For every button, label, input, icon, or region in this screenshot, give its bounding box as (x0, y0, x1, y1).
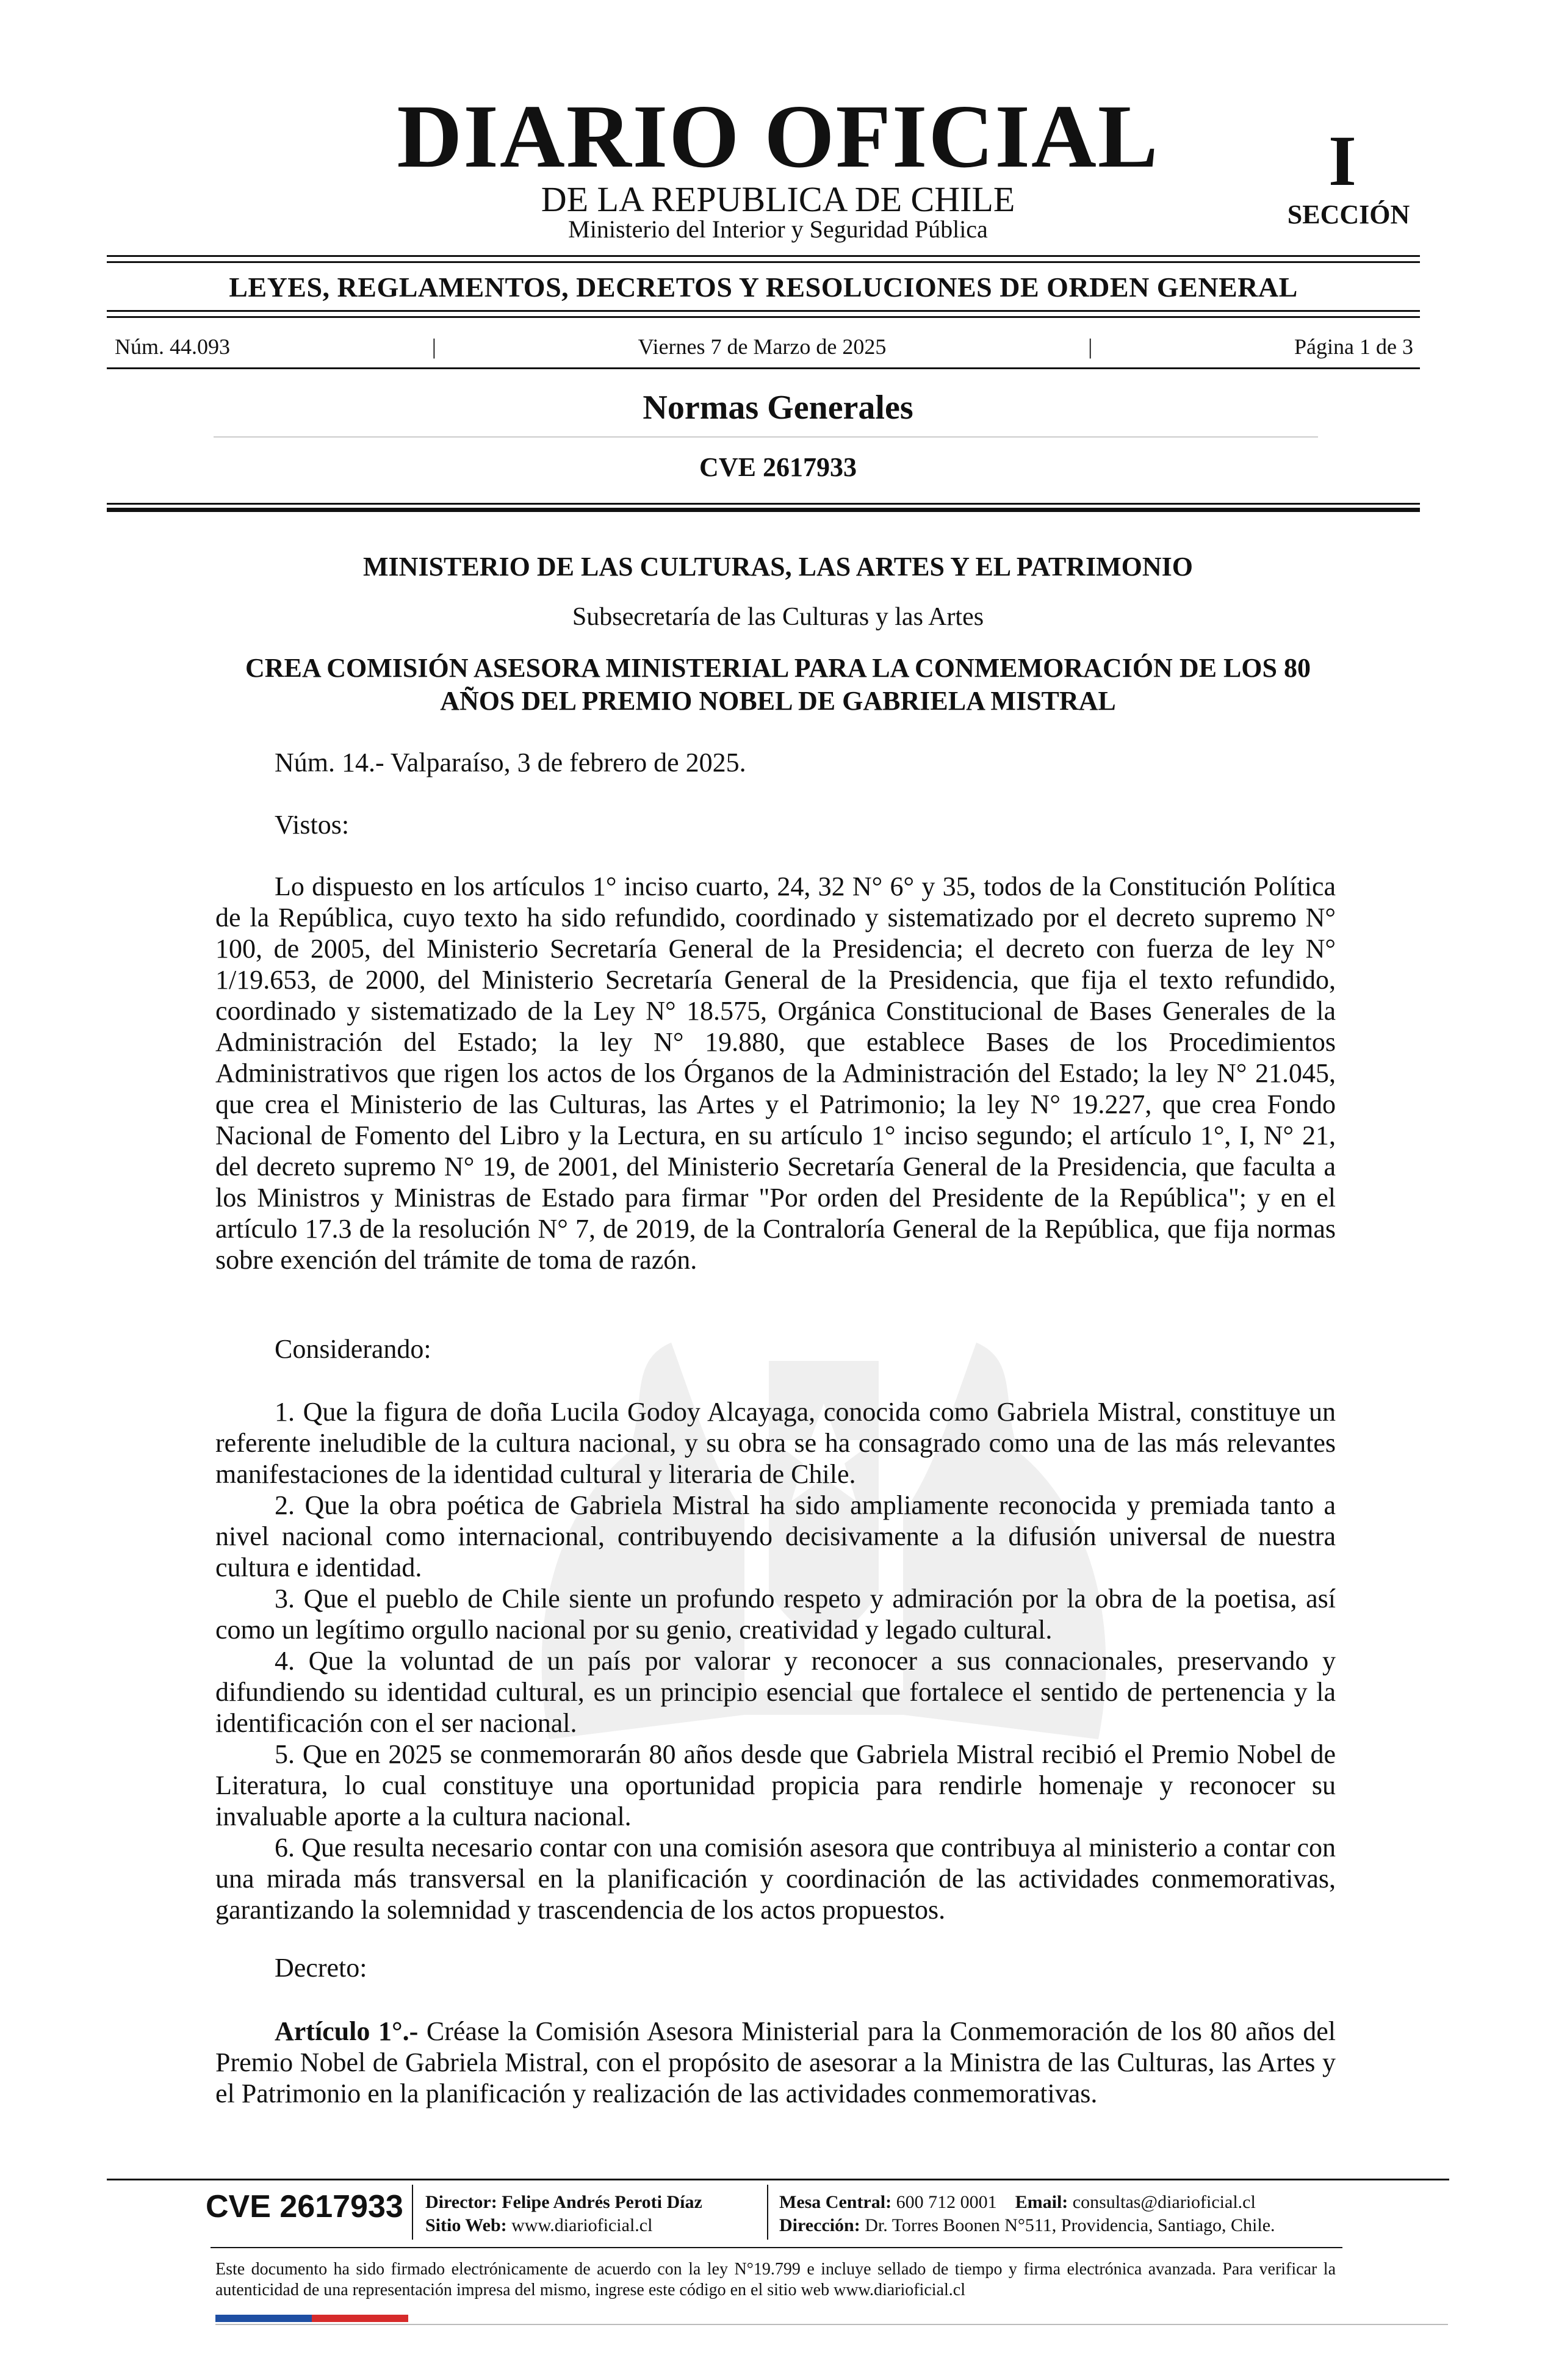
footer-contact-block (779, 2191, 1275, 2237)
masthead-ministry: Ministerio del Interior y Seguridad Pública (568, 215, 988, 243)
vistos-text: Lo dispuesto en los artículos 1° inciso cuarto, 24, 32 N° 6° y 35, todos de la Constitución Política de la República, cuyo texto ha sido refundido, coordinado y sistematizado por el decreto supremo N° 100, de 2005, del Ministerio Secretaría General de la Presidencia; el decreto con fuerza de ley N° 1/19.653, de 2000, del Ministerio Secretaría General de la Presidencia, que fija el texto refundido, coordinado y sistematizado de la Ley N° 18.575, Orgánica Constitucional de Bases Generales de la Administración del Estado; la ley N° 19.880, que establece Bases de los Procedimientos Administrativos que rigen los actos de los Órganos de la Administración del Estado; la ley N° 21.045, que crea el Ministerio de las Culturas, las Artes y el Patrimonio; la ley N° 19.227, que crea Fondo Nacional de Fomento del Libro y la Lectura, en su artículo 1° inciso segundo; el artículo 1°, I, N° 21, del decreto supremo N° 19, de 2001, del Ministerio Secretaría General de la Presidencia, que faculta a los Ministros y Ministras de Estado para firmar "Por orden del Presidente de la República"; y en el artículo 17.3 de la resolución N° 7, de 2019, de la Contraloría General de la República, que fija normas sobre exención del trámite de toma de razón. (215, 871, 1336, 1275)
footer-rule (107, 2179, 1449, 2180)
email-label: Email: (1015, 2192, 1068, 2212)
masthead-title: DIARIO OFICIAL (397, 87, 1159, 187)
footer-legal-notice: Este documento ha sido firmado electrónicamente de acuerdo con la ley N°19.799 e incluye sellado de tiempo y firma electrónica avanzada. Para verificar la autenticidad de una representación impresa del mismo, ingrese este código en el sitio web www.diarioficial.cl (215, 2260, 1336, 2299)
considerando-item: 1. Que la figura de doña Lucila Godoy Alcayaga, conocida como Gabriela Mistral, constituye un referente ineludible de la cultura nacional, y su obra se ha consagrado como una de las más relevantes manifestaciones de la identidad cultural y literaria de Chile. (215, 1397, 1336, 1489)
article-1 (215, 2016, 1336, 2109)
director-label: Director: (425, 2192, 497, 2212)
address-label: Dirección: (779, 2215, 860, 2235)
considerando-item: 6. Que resulta necesario contar con una comisión asesora que contribuya al ministerio a contar con una mirada más transversal en la planificación y coordinación de las actividades conmemorativas, garantizando la solemnidad y trascendencia de los actos propuestos. (215, 1833, 1336, 1925)
page-indicator: Página 1 de 3 (1294, 334, 1413, 359)
issue-number: Núm. 44.093 (115, 334, 230, 359)
document-subsecretaria: Subsecretaría de las Culturas y las Artes (572, 603, 984, 631)
normas-divider (214, 436, 1318, 438)
document-ministry: MINISTERIO DE LAS CULTURAS, LAS ARTES Y EL PATRIMONIO (363, 552, 1193, 582)
decreto-label: Decreto: (275, 1953, 367, 1983)
considerandos-list (215, 1396, 1336, 1925)
considerando-item: 2. Que la obra poética de Gabriela Mistral ha sido ampliamente reconocida y premiada tanto a nivel nacional como internacional, contribuyendo decisivamente a la difusión universal de nuestra cultura e identidad. (215, 1490, 1336, 1582)
footer-email-link[interactable]: consultas@diarioficial.cl (1072, 2192, 1256, 2212)
normas-heading: Normas Generales (643, 389, 913, 427)
issue-info-bar (115, 336, 1413, 358)
considerando-label: Considerando: (275, 1334, 431, 1364)
footer-divider (412, 2185, 413, 2240)
header-rule-top (107, 255, 1420, 257)
mesa-label: Mesa Central: (779, 2192, 892, 2212)
bottom-rule (215, 2324, 1448, 2325)
flag-blue-segment (215, 2315, 312, 2322)
category-rule (107, 310, 1420, 312)
cve-rule (107, 503, 1420, 505)
considerando-item: 3. Que el pueblo de Chile siente un profundo respeto y admiración por la obra de la poetisa, así como un legítimo orgullo nacional por su genio, creatividad y legado cultural. (215, 1584, 1336, 1645)
category-heading: LEYES, REGLAMENTOS, DECRETOS Y RESOLUCIONES DE ORDEN GENERAL (229, 272, 1298, 303)
footer-divider (767, 2185, 768, 2240)
category-rule-2 (107, 316, 1420, 318)
section-label: SECCIÓN (1287, 200, 1410, 229)
header-rule-top-2 (107, 261, 1420, 263)
footer-address: Dr. Torres Boonen N°511, Providencia, Santiago, Chile. (865, 2215, 1275, 2235)
director-name: Felipe Andrés Peroti Díaz (502, 2192, 702, 2212)
web-label: Sitio Web: (425, 2215, 507, 2235)
footer-cve: CVE 2617933 (206, 2189, 403, 2224)
footer-website-link[interactable]: www.diarioficial.cl (511, 2215, 653, 2235)
flag-stripe (215, 2315, 408, 2322)
article-1-label: Artículo 1°.- (275, 2016, 419, 2046)
flag-red-segment (312, 2315, 408, 2322)
considerando-item: 4. Que la voluntad de un país por valorar y reconocer a sus connacionales, preservando y difundiendo su identidad cultural, es un principio esencial que fortalece el sentido de pertenencia y la identificación con el ser nacional. (215, 1646, 1336, 1738)
document-title: CREA COMISIÓN ASESORA MINISTERIAL PARA LA CONMEMORACIÓN DE LOS 80 AÑOS DEL PREMIO NOBEL DE GABRIELA MISTRAL (245, 653, 1311, 716)
footer-director-block (425, 2191, 702, 2237)
info-separator: | (431, 334, 436, 359)
decree-number-date: Núm. 14.- Valparaíso, 3 de febrero de 2025. (275, 748, 746, 777)
masthead-subtitle: DE LA REPUBLICA DE CHILE (541, 179, 1015, 219)
info-rule (107, 367, 1420, 369)
info-separator: | (1088, 334, 1093, 359)
footer-rule-2 (211, 2247, 1342, 2248)
cve-rule-thick (107, 508, 1420, 512)
mesa-phone: 600 712 0001 (896, 2192, 997, 2212)
article-1-text: Créase la Comisión Asesora Ministerial para la Conmemoración de los 80 años del Premio Nobel de Gabriela Mistral, con el propósito de asesorar a la Ministra de las Culturas, las Artes y el Patrimonio en la planificación y realización de las actividades conmemorativas. (215, 2016, 1336, 2108)
issue-date: Viernes 7 de Marzo de 2025 (638, 334, 887, 359)
cve-code: CVE 2617933 (699, 452, 857, 482)
vistos-label: Vistos: (275, 810, 350, 840)
considerando-item: 5. Que en 2025 se conmemorarán 80 años desde que Gabriela Mistral recibió el Premio Nobel de Literatura, lo cual constituye una oportunidad propicia para rendirle homenaje y reconocer su invaluable aporte a la cultura nacional. (215, 1739, 1336, 1831)
section-number: I (1328, 121, 1356, 201)
